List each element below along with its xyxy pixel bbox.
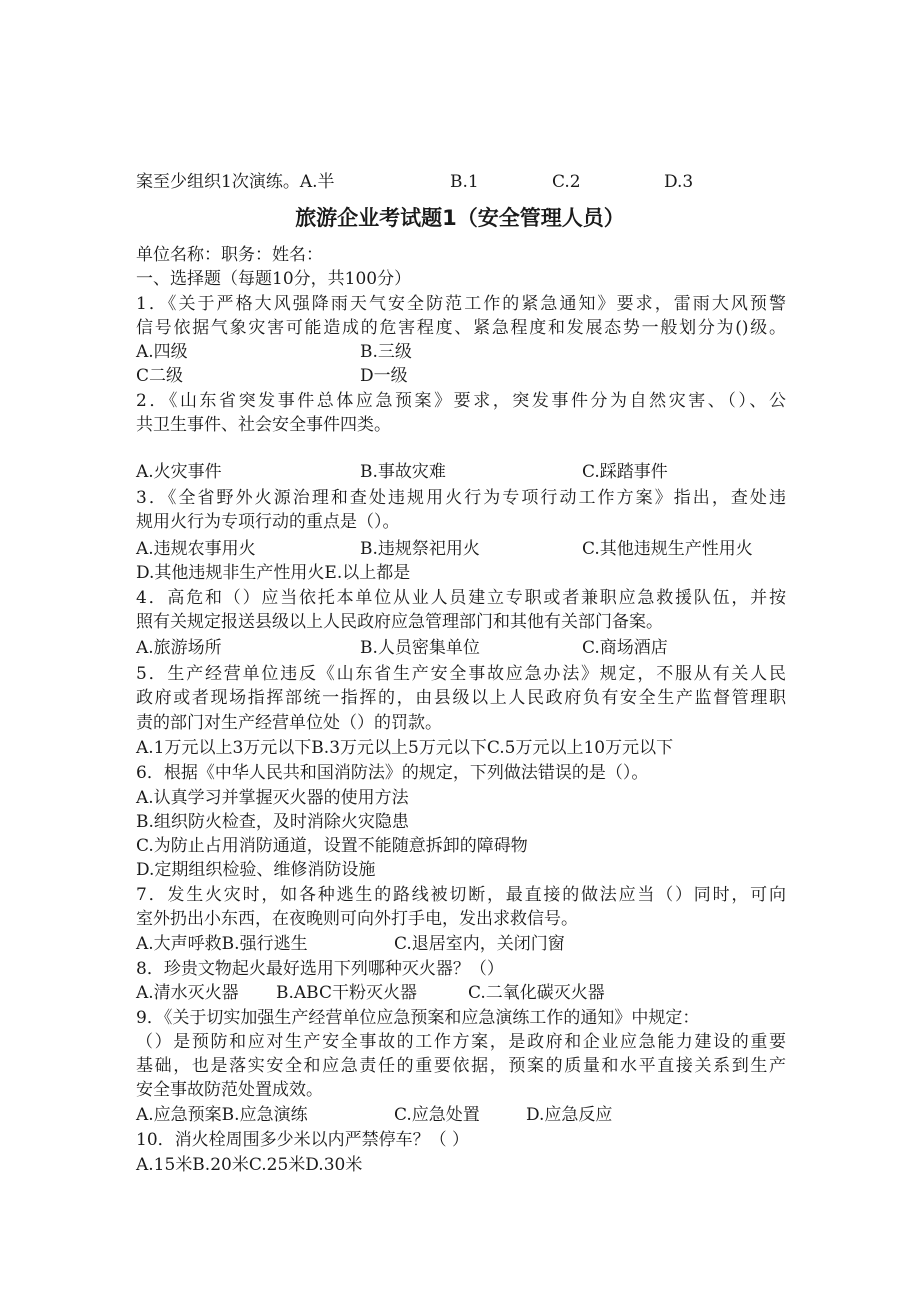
section-heading: 一、选择题（每题10分，共100分）	[136, 269, 412, 289]
question-6-option-c: C.为防止占用消防通道，设置不能随意拆卸的障碍物	[136, 836, 528, 856]
question-7-options	[136, 932, 786, 956]
question-2-option-b: B.事故灾难	[360, 462, 446, 482]
question-2-option-c: C.踩踏事件	[582, 462, 668, 482]
question-1-options-row-1	[136, 340, 786, 364]
question-4-option-c: C.商场酒店	[582, 638, 668, 658]
question-1-option-a: A.四级	[136, 342, 188, 362]
question-8-line-1: 8．珍贵文物起火最好选用下列哪种灭火器？（）	[136, 959, 504, 979]
question-9-option-ab: A.应急预案B.应急演练	[136, 1105, 308, 1125]
question-2-options	[136, 460, 786, 484]
question-7-line-1: 7．发生火灾时，如各种逃生的路线被切断，最直接的做法应当（）同时，可向	[136, 885, 786, 905]
question-5-line-1: 5．生产经营单位违反《山东省生产安全事故应急办法》规定，不服从有关人民	[136, 664, 786, 684]
question-10-options: A.15米B.20米C.25米D.30米	[136, 1155, 363, 1175]
question-8-option-a: A.清水灭火器	[136, 983, 239, 1003]
header-fragment-text: 案至少组织1次演练。A.半	[136, 172, 335, 192]
header-option-b: B.1	[450, 172, 479, 192]
question-6-option-a: A.认真学习并掌握灭火器的使用方法	[136, 788, 409, 808]
question-1-option-d: D一级	[360, 366, 408, 386]
question-4-options	[136, 636, 786, 660]
info-line: 单位名称：职务：姓名：	[136, 245, 323, 265]
question-9-line-3: 基础，也是落实安全和应急责任的重要依据，预案的质量和水平直接关系到生产	[136, 1056, 786, 1076]
question-1-line-2: 信号依据气象灾害可能造成的危害程度、紧急程度和发展态势一般划分为()级。	[136, 318, 786, 338]
question-5-line-2: 政府或者现场指挥部统一指挥的，由县级以上人民政府负有安全生产监督管理职	[136, 688, 786, 708]
question-7-line-2: 室外扔出小东西，在夜晚则可向外打手电，发出求救信号。	[136, 909, 578, 929]
question-8-option-b: B.ABC干粉灭火器	[276, 983, 417, 1003]
question-6-option-d: D.定期组织检验、维修消防设施	[136, 860, 376, 880]
question-9-line-2: （）是预防和应对生产安全事故的工作方案，是政府和企业应急能力建设的重要	[136, 1032, 786, 1052]
question-1-options-row-2	[136, 364, 786, 388]
question-9-option-d: D.应急反应	[526, 1105, 613, 1125]
question-4-option-a: A.旅游场所	[136, 638, 222, 658]
question-10-line-1: 10．消火栓周围多少米以内严禁停车？（ ）	[136, 1130, 470, 1150]
question-6-line-1: 6．根据《中华人民共和国消防法》的规定，下列做法错误的是（）。	[136, 763, 649, 783]
question-4-option-b: B.人员密集单位	[360, 638, 480, 658]
question-2-option-a: A.火灾事件	[136, 462, 222, 482]
question-3-option-c: C.其他违规生产性用火	[582, 539, 753, 559]
question-2-line-1: 2．《山东省突发事件总体应急预案》要求，突发事件分为自然灾害、（）、公	[136, 391, 786, 411]
question-9-line-1: 9．《关于切实加强生产经营单位应急预案和应急演练工作的通知》中规定：	[136, 1008, 700, 1028]
question-1-option-b: B.三级	[360, 342, 412, 362]
question-8-option-c: C.二氧化碳灭火器	[468, 983, 605, 1003]
page-title: 旅游企业考试题1（安全管理人员）	[295, 206, 625, 230]
question-1-line-1: 1．《关于严格大风强降雨天气安全防范工作的紧急通知》要求，雷雨大风预警	[136, 294, 786, 314]
question-7-option-ab: A.大声呼救B.强行逃生	[136, 934, 308, 954]
question-8-options	[136, 981, 786, 1005]
question-3-line-1: 3．《全省野外火源治理和查处违规用火行为专项行动工作方案》指出，查处违	[136, 488, 786, 508]
question-9-line-4: 安全事故防范处置成效。	[136, 1080, 323, 1100]
question-9-options	[136, 1103, 786, 1127]
header-option-d: D.3	[664, 172, 694, 192]
question-3-option-a: A.违规农事用火	[136, 539, 256, 559]
header-option-c: C.2	[552, 172, 581, 192]
question-7-option-c: C.退居室内，关闭门窗	[394, 934, 565, 954]
question-3-option-d: D.其他违规非生产性用火E.以上都是	[136, 563, 411, 583]
header-fragment	[136, 170, 786, 194]
question-3-options-row-1	[136, 537, 786, 561]
question-4-line-1: 4．高危和（）应当依托本单位从业人员建立专职或者兼职应急救援队伍，并按	[136, 588, 786, 608]
question-1-option-c: C二级	[136, 366, 184, 386]
question-3-option-b: B.违规祭祀用火	[360, 539, 480, 559]
question-3-line-2: 规用火行为专项行动的重点是（）。	[136, 512, 400, 532]
question-4-line-2: 照有关规定报送县级以上人民政府应急管理部门和其他有关部门备案。	[136, 612, 663, 632]
question-5-line-3: 责的部门对生产经营单位处（）的罚款。	[136, 713, 442, 733]
question-6-option-b: B.组织防火检查，及时消除火灾隐患	[136, 812, 409, 832]
question-2-line-2: 共卫生事件、社会安全事件四类。	[136, 415, 391, 435]
question-5-options: A.1万元以上3万元以下B.3万元以上5万元以下C.5万元以上10万元以下	[136, 738, 674, 758]
question-9-option-c: C.应急处置	[394, 1105, 480, 1125]
